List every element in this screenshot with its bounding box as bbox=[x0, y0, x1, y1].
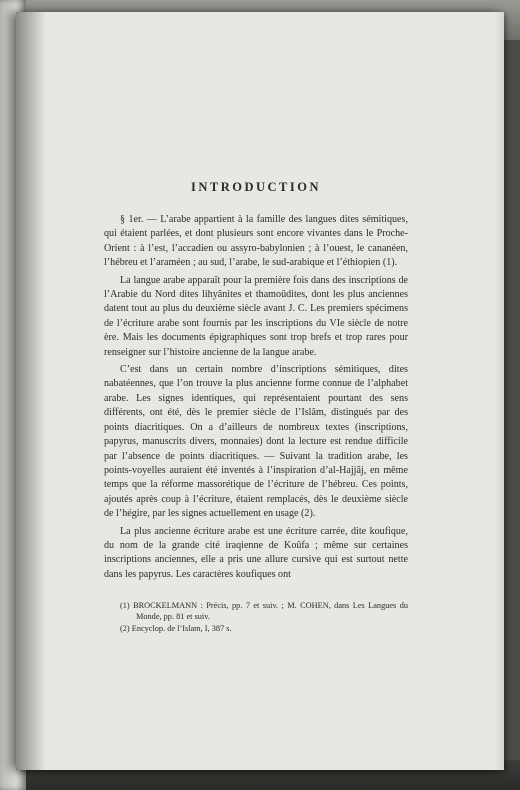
page-edge bbox=[494, 12, 504, 770]
footnote-1: (1) BROCKELMANN : Précis, pp. 7 et suiv. ; M. COHEN, dans Les Langues du Monde, pp. 81 et suiv. bbox=[120, 601, 408, 622]
book-page bbox=[16, 12, 504, 770]
paragraph-1: § 1er. — L’arabe appartient à la famille des langues dites sémitiques, qui étaient parlées, et dont plusieurs sont encore vivantes dans le Proche-Orient : à l’est, l’accadien ou assyro-babylonien ; à l’ouest, le cananéen, l’hébreu et l’araméen ; au sud, l’arabe, le sud-arabique et l’éthiopien (1). bbox=[104, 214, 408, 269]
paragraph-4: La plus ancienne écriture arabe est une écriture carrée, dite koufique, du nom de la grande cité iraqienne de Koûfa ; même sur certaines inscriptions anciennes, elle a pris une allure cursive qui est surtout nette dans les papyrus. Les caractères koufiques ont bbox=[104, 525, 408, 580]
footnote-separator bbox=[104, 582, 408, 600]
paragraph-2: La langue arabe apparaît pour la première fois dans des inscriptions de l’Arabie du Nord dites lihyânites et thamoûdites, dont les plus anciennes datent tout au plus du deuxième siècle avant J. C. Les premiers spécimens de l’écriture arabe sont fournis par les inscriptions du VIe siècle de notre ère. Mais les documents épigraphiques sont trop brefs et trop rares pour renseigner sur l’histoire ancienne de la langue arabe. bbox=[104, 274, 408, 358]
page-content bbox=[104, 180, 408, 634]
page-title: INTRODUCTION bbox=[190, 180, 321, 194]
footnote-2: (2) Encyclop. de l’Islam, I, 387 s. bbox=[120, 624, 232, 634]
paragraph-3: C’est dans un certain nombre d’inscriptions sémitiques, dites nabatéennes, que l’on trouve la plus ancienne forme connue de l’alphabet arabe. Les signes identiques, qui représentaient pourtant des sens différents, ont été, dès le premier siècle de l’Islâm, distingués par des points diacritiques. On a d’ailleurs de nombreux textes (inscriptions, papyrus, manuscrits divers, monnaies) dont la lecture est rendue difficile par l’absence de points diacritiques. — Suivant la tradition arabe, les points-voyelles auraient été inventés à l’inspiration d’al-Hajjâj, en même temps que la réforme massorétique de l’écriture de l’hébreu. Ces points, ajoutés après coup à l’écriture, étaient remplacés, dès le deuxième siècle de l’hégire, par les signes actuellement en usage (2). bbox=[104, 364, 408, 520]
gutter-shadow bbox=[16, 12, 46, 770]
